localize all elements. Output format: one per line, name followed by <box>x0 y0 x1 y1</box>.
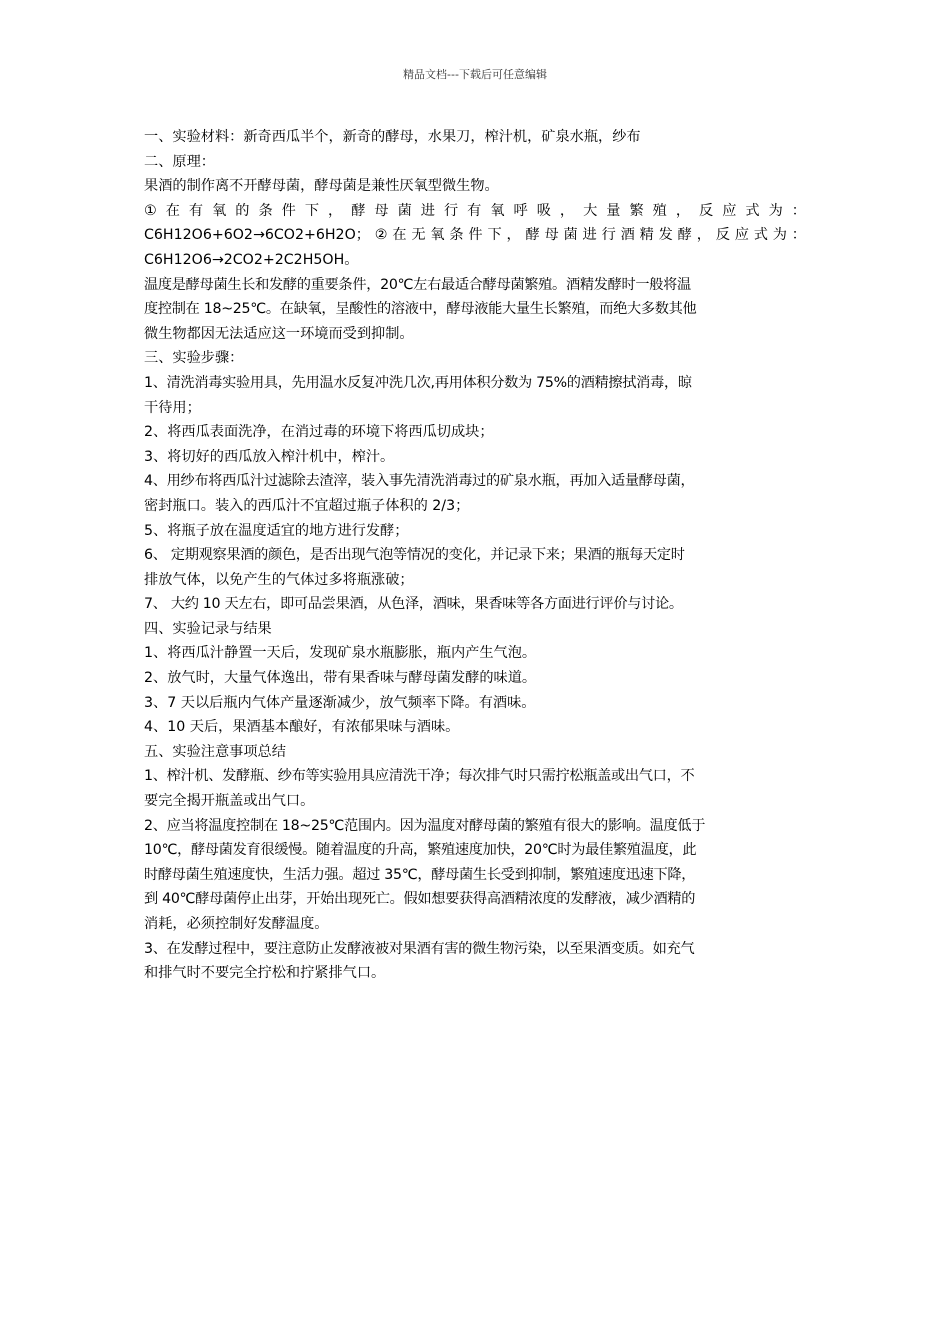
text-line: 果酒的制作离不开酵母菌，酵母菌是兼性厌氧型微生物。 <box>144 178 499 195</box>
text-line: 2、将西瓜表面洗净，在消过毒的环境下将西瓜切成块； <box>144 424 494 441</box>
text-line: 和排气时不要完全拧松和拧紧排气口。 <box>144 965 386 982</box>
text-line: 温度是酵母菌生长和发酵的重要条件，20℃左右最适合酵母菌繁殖。酒精发酵时一般将温 <box>144 276 691 293</box>
text-line: 三、实验步骤： <box>144 350 244 367</box>
text-line: C6H12O6→2CO2+2C2H5OH。 <box>144 251 359 268</box>
text-line: 四、实验记录与结果 <box>144 620 272 637</box>
text-line: 一、实验材料：新奇西瓜半个，新奇的酵母，水果刀，榨汁机，矿泉水瓶，纱布 <box>144 129 641 145</box>
text-line: C6H12O6+6O2→6CO2+6H2O；②在无氧条件下，酵母菌进行酒精发酵，反应式为： <box>144 227 806 244</box>
text-line: 干待用； <box>144 399 201 416</box>
text-line: 1、榨汁机、发酵瓶、纱布等实验用具应清洗干净；每次排气时只需拧松瓶盖或出气口，不 <box>144 768 695 785</box>
text-line: 要完全揭开瓶盖或出气口。 <box>144 793 315 810</box>
text-line: 4、10 天后，果酒基本酿好，有浓郁果味与酒味。 <box>144 719 460 736</box>
text-line: 3、7 天以后瓶内气体产量逐渐减少，放气频率下降。有酒味。 <box>144 694 536 711</box>
text-line: 五、实验注意事项总结 <box>144 743 286 760</box>
text-line: 微生物都因无法适应这一环境而受到抑制。 <box>144 325 414 342</box>
text-line: ① 在 有 氧 的 条 件 下 ， 酵 母 菌 进 行 有 氧 呼 吸 ， 大 量 繁 殖 ， 反 应 式 为 ： <box>144 202 806 219</box>
text-line: 6、 定期观察果酒的颜色，是否出现气泡等情况的变化，并记录下来；果酒的瓶每天定时 <box>144 547 685 564</box>
text-line: 二、原理： <box>144 153 215 170</box>
text-line: 到 40℃酵母菌停止出芽，开始出现死亡。假如想要获得高酒精浓度的发酵液，减少酒精的 <box>144 891 696 908</box>
text-line: 3、将切好的西瓜放入榨汁机中，榨汁。 <box>144 448 395 465</box>
text-line: 3、在发酵过程中，要注意防止发酵液被对果酒有害的微生物污染，以至果酒变质。如充气 <box>144 940 695 957</box>
text-line: 时酵母菌生殖速度快，生活力强。超过 35℃，酵母菌生长受到抑制，繁殖速度迅速下降， <box>144 866 696 883</box>
text-line: 排放气体，以免产生的气体过多将瓶涨破； <box>144 571 414 588</box>
document-body <box>144 125 806 986</box>
text-line: 4、用纱布将西瓜汁过滤除去渣滓，装入事先清洗消毒过的矿泉水瓶，再加入适量酵母菌， <box>144 473 695 490</box>
text-line: 1、清洗消毒实验用具，先用温水反复冲洗几次,再用体积分数为 75%的酒精擦拭消毒，晾 <box>144 374 692 391</box>
text-line: 5、将瓶子放在温度适宜的地方进行发酵； <box>144 522 409 539</box>
text-line: 1、将西瓜汁静置一天后，发现矿泉水瓶膨胀，瓶内产生气泡。 <box>144 645 537 662</box>
text-line: 7、 大约 10 天左右，即可品尝果酒，从色泽，酒味，果香味等各方面进行评价与讨论。 <box>144 596 683 613</box>
text-line: 2、放气时，大量气体逸出，带有果香味与酵母菌发酵的味道。 <box>144 670 537 687</box>
text-line: 密封瓶口。装入的西瓜汁不宜超过瓶子体积的 2/3； <box>144 497 470 514</box>
text-line: 消耗，必须控制好发酵温度。 <box>144 916 329 932</box>
page-header: 精品文档---下载后可任意编辑 <box>403 68 547 81</box>
text-line: 10℃，酵母菌发育很缓慢。随着温度的升高，繁殖速度加快，20℃时为最佳繁殖温度，此 <box>144 842 697 859</box>
text-line: 度控制在 18~25℃。在缺氧，呈酸性的溶液中，酵母液能大量生长繁殖，而绝大多数其他 <box>144 301 697 318</box>
text-line: 2、应当将温度控制在 18~25℃范围内。因为温度对酵母菌的繁殖有很大的影响。温度低于 <box>144 817 706 834</box>
